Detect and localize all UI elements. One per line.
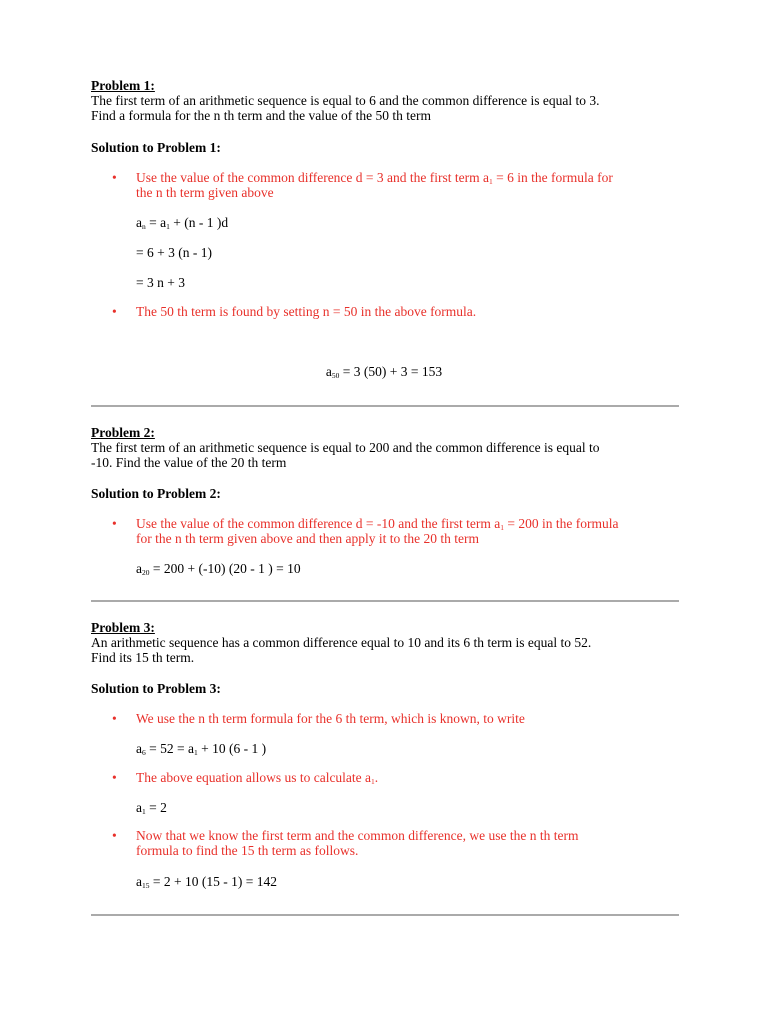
problem-2-statement-line-2: -10. Find the value of the 20 th term bbox=[91, 455, 287, 470]
solution-3-equation-2: $a_1 = 2$ bbox=[136, 800, 167, 816]
solution-1-step-1-line-1: Use the value of the common difference d = 3 and the first term $a_1 = 6$ in the formula for bbox=[136, 170, 613, 186]
problem-1-title: Problem 1: bbox=[91, 78, 155, 93]
solution-3-title: Solution to Problem 3: bbox=[91, 681, 221, 696]
bullet-icon: • bbox=[112, 304, 117, 319]
solution-3-step-1: We use the n th term formula for the 6 th term, which is known, to write bbox=[136, 711, 525, 726]
solution-3-equation-1: $a_6 = 52 = a_1 + 10$ (6 - 1 ) bbox=[136, 741, 267, 757]
solution-2-step-1-line-1: Use the value of the common difference d = -10 and the first term $a_1 = 200$ in the formula bbox=[136, 516, 619, 532]
solution-2-title: Solution to Problem 2: bbox=[91, 486, 221, 501]
problem-3-title: Problem 3: bbox=[91, 620, 155, 635]
solution-1-equation-1: $a_n = a_1 + (n - 1$ )d bbox=[136, 215, 229, 231]
solution-1-step-1 bbox=[136, 170, 684, 200]
problem-2-block bbox=[91, 425, 681, 470]
problem-1-statement-line-2: Find a formula for the n th term and the value of the 50 th term bbox=[91, 108, 432, 123]
solution-2-step-1-line-2: for the n th term given above and then apply it to the 20 th term bbox=[136, 531, 480, 546]
bullet-icon: • bbox=[112, 516, 117, 531]
solution-3-step-3-line-1: Now that we know the first term and the common difference, we use the n th term bbox=[136, 828, 579, 843]
problem-3-block bbox=[91, 620, 681, 665]
solution-3-step-3 bbox=[136, 828, 684, 858]
solution-1-step-1-line-2: the n th term given above bbox=[136, 185, 274, 200]
divider bbox=[91, 600, 679, 602]
problem-3-statement-line-1: An arithmetic sequence has a common difference equal to 10 and its 6 th term is equal to 52. bbox=[91, 635, 592, 650]
problem-2-statement-line-1: The first term of an arithmetic sequence is equal to 200 and the common difference is equal to bbox=[91, 440, 600, 455]
bullet-icon: • bbox=[112, 828, 117, 843]
bullet-icon: • bbox=[112, 770, 117, 785]
solution-1-equation-3: = 3 n + 3 bbox=[136, 275, 185, 290]
solution-2-step-1 bbox=[136, 516, 684, 546]
solution-1-title: Solution to Problem 1: bbox=[91, 140, 221, 155]
divider bbox=[91, 405, 679, 407]
solution-3-equation-3: $a_{15} = 2 + 10$ (15 - 1) = 142 bbox=[136, 874, 277, 890]
solution-2-equation-1: $a_{20} = 200 + (-10)$ (20 - 1 ) = 10 bbox=[136, 561, 301, 577]
bullet-icon: • bbox=[112, 711, 117, 726]
solution-1-equation-2: = 6 + 3 (n - 1) bbox=[136, 245, 212, 260]
solution-3-step-2: The above equation allows us to calculate $a_1$. bbox=[136, 770, 379, 786]
solution-1-equation-4: $a_{50} = 3$ (50) + 3 = 153 bbox=[325, 364, 443, 380]
solution-1-step-2: The 50 th term is found by setting n = 50 in the above formula. bbox=[136, 304, 477, 319]
solution-3-step-3-line-2: formula to find the 15 th term as follows. bbox=[136, 843, 359, 858]
problem-1-statement-line-1: The first term of an arithmetic sequence is equal to 6 and the common difference is equal to 3. bbox=[91, 93, 600, 108]
divider bbox=[91, 914, 679, 916]
problem-1-block bbox=[91, 78, 681, 123]
bullet-icon: • bbox=[112, 170, 117, 185]
problem-3-statement-line-2: Find its 15 th term. bbox=[91, 650, 195, 665]
problem-2-title: Problem 2: bbox=[91, 425, 155, 440]
